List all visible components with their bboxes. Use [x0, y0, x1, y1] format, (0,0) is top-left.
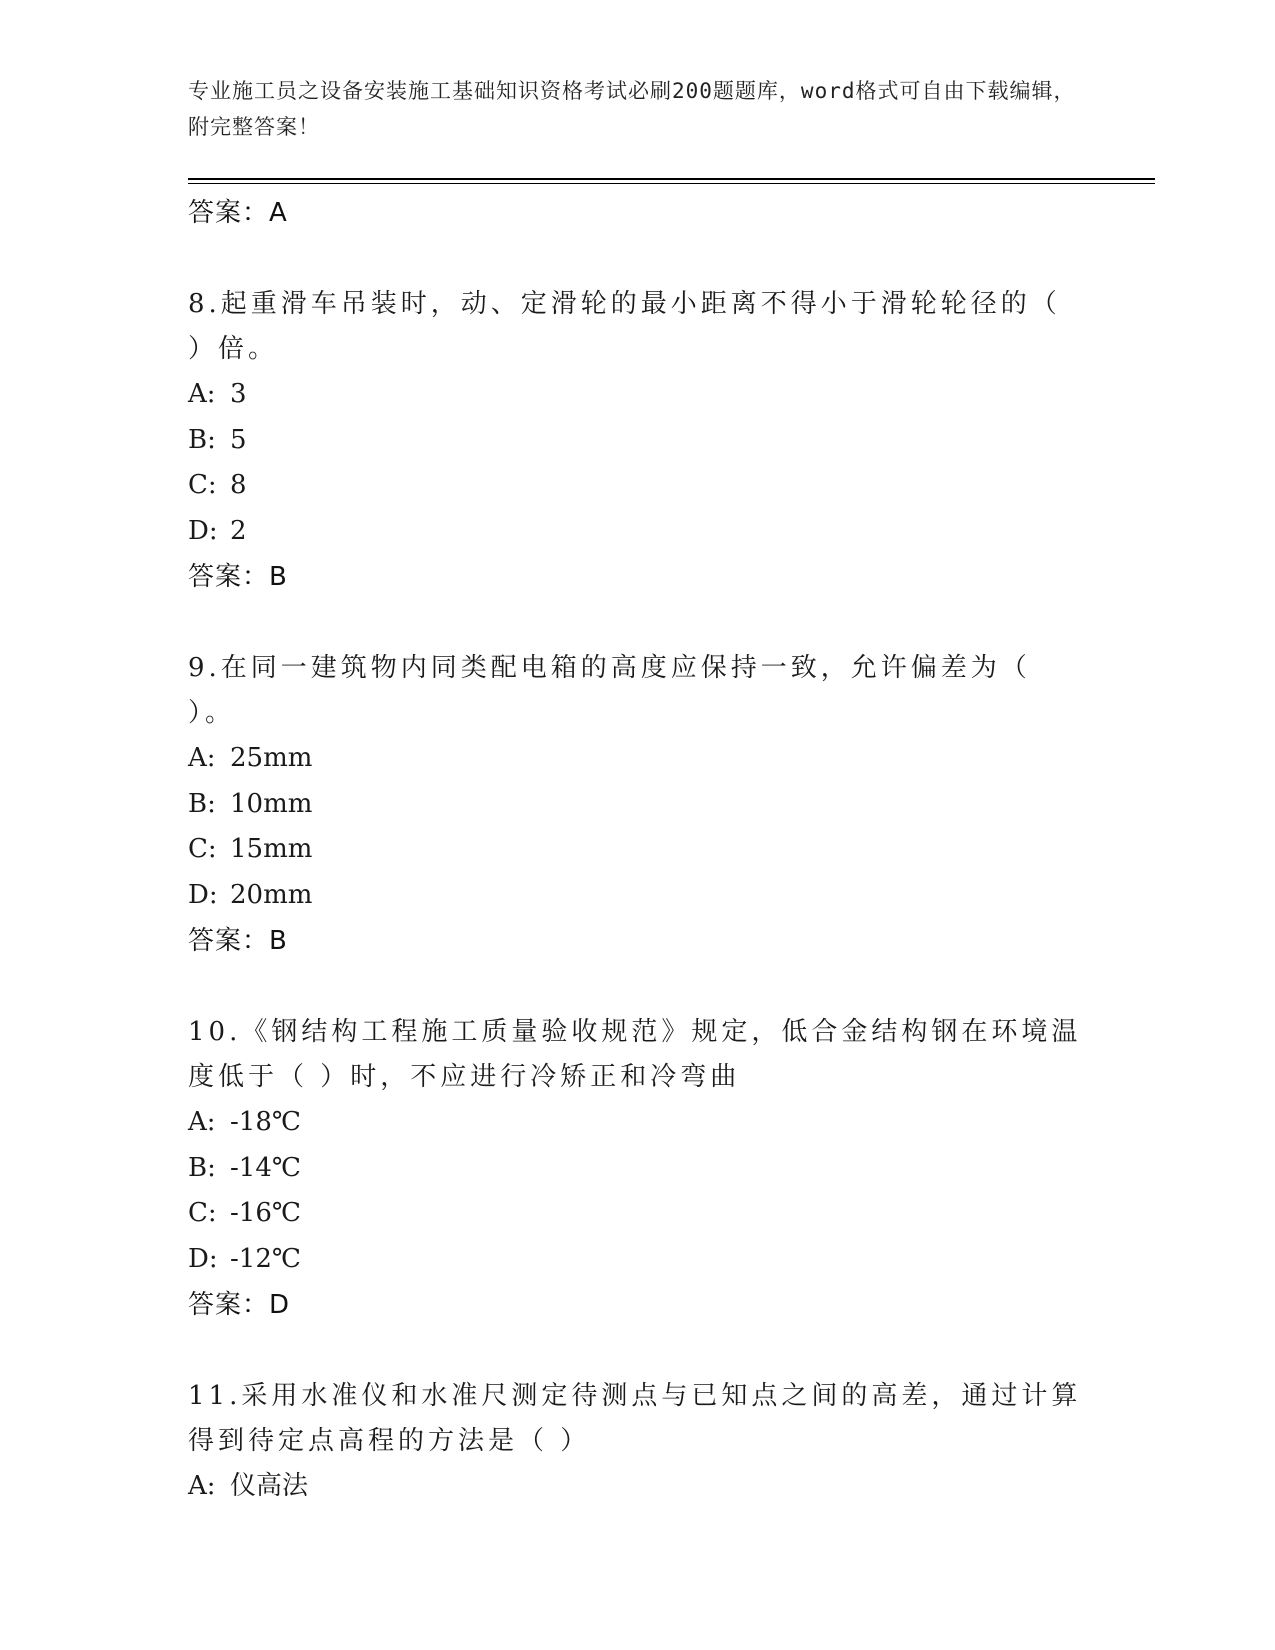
option-value: 5: [230, 424, 247, 455]
option-value: 20mm: [230, 879, 313, 910]
option-d: [188, 1237, 1088, 1283]
question-text: 8.起重滑车吊装时，动、定滑轮的最小距离不得小于滑轮轮径的（ ）倍。: [188, 289, 1061, 364]
option-label: C:: [188, 470, 217, 500]
document-header: 专业施工员之设备安装施工基础知识资格考试必刷200题题库，word格式可自由下载编辑，附完整答案！: [188, 79, 1076, 139]
question-text: 9.在同一建筑物内同类配电箱的高度应保持一致，允许偏差为（ ）。: [188, 653, 1031, 728]
question-10: [188, 1010, 1088, 1328]
option-value: 3: [230, 379, 247, 409]
header-rule-thin: [188, 183, 1155, 184]
spacer: [188, 236, 1088, 282]
option-value: -16℃: [230, 1198, 301, 1228]
answer-line: 答案：B: [188, 562, 288, 592]
option-value: 8: [230, 470, 247, 500]
option-d: [188, 873, 1088, 919]
question-9: [188, 646, 1088, 964]
answer-line: 答案：D: [188, 1290, 291, 1320]
option-label: A:: [188, 379, 216, 409]
option-label: B:: [188, 788, 216, 819]
option-value: 2: [230, 515, 247, 546]
option-a: [188, 1100, 1088, 1146]
option-value: -18℃: [230, 1107, 301, 1137]
option-value: -14℃: [230, 1152, 301, 1183]
question-text: 11.采用水准仪和水准尺测定待测点与已知点之间的高差，通过计算得到待定点高程的方法是（ ）: [188, 1381, 1082, 1456]
question-8: [188, 282, 1088, 600]
option-a: [188, 736, 1088, 782]
option-b: [188, 418, 1088, 464]
option-label: D:: [188, 1243, 218, 1274]
option-label: B:: [188, 1152, 216, 1183]
header-rule-thick: [188, 178, 1155, 180]
option-label: D:: [188, 879, 218, 910]
option-label: A:: [188, 1107, 216, 1137]
option-label: C:: [188, 1198, 217, 1228]
option-c: [188, 463, 1088, 509]
option-b: [188, 1146, 1088, 1192]
question-text: 10.《钢结构工程施工质量验收规范》规定，低合金结构钢在环境温度低于（ ）时，不应进行冷矫正和冷弯曲: [188, 1017, 1082, 1092]
question-11: [188, 1374, 1088, 1510]
option-label: A:: [188, 1471, 216, 1501]
option-label: D:: [188, 515, 218, 546]
spacer: [188, 964, 1088, 1010]
option-value: 15mm: [230, 834, 313, 864]
document-body: [188, 190, 1088, 1510]
answer-line: 答案：B: [188, 926, 288, 956]
option-c: [188, 827, 1088, 873]
option-label: B:: [188, 424, 216, 455]
previous-answer: 答案：A: [188, 198, 288, 228]
option-d: [188, 509, 1088, 555]
option-value: -12℃: [230, 1243, 301, 1274]
option-label: A:: [188, 743, 216, 773]
option-b: [188, 782, 1088, 828]
option-value: 仪高法: [230, 1471, 309, 1501]
option-a: [188, 1464, 1088, 1510]
option-c: [188, 1191, 1088, 1237]
spacer: [188, 1328, 1088, 1374]
option-label: C:: [188, 834, 217, 864]
option-value: 25mm: [230, 743, 313, 773]
option-value: 10mm: [230, 788, 313, 819]
option-a: [188, 372, 1088, 418]
spacer: [188, 600, 1088, 646]
